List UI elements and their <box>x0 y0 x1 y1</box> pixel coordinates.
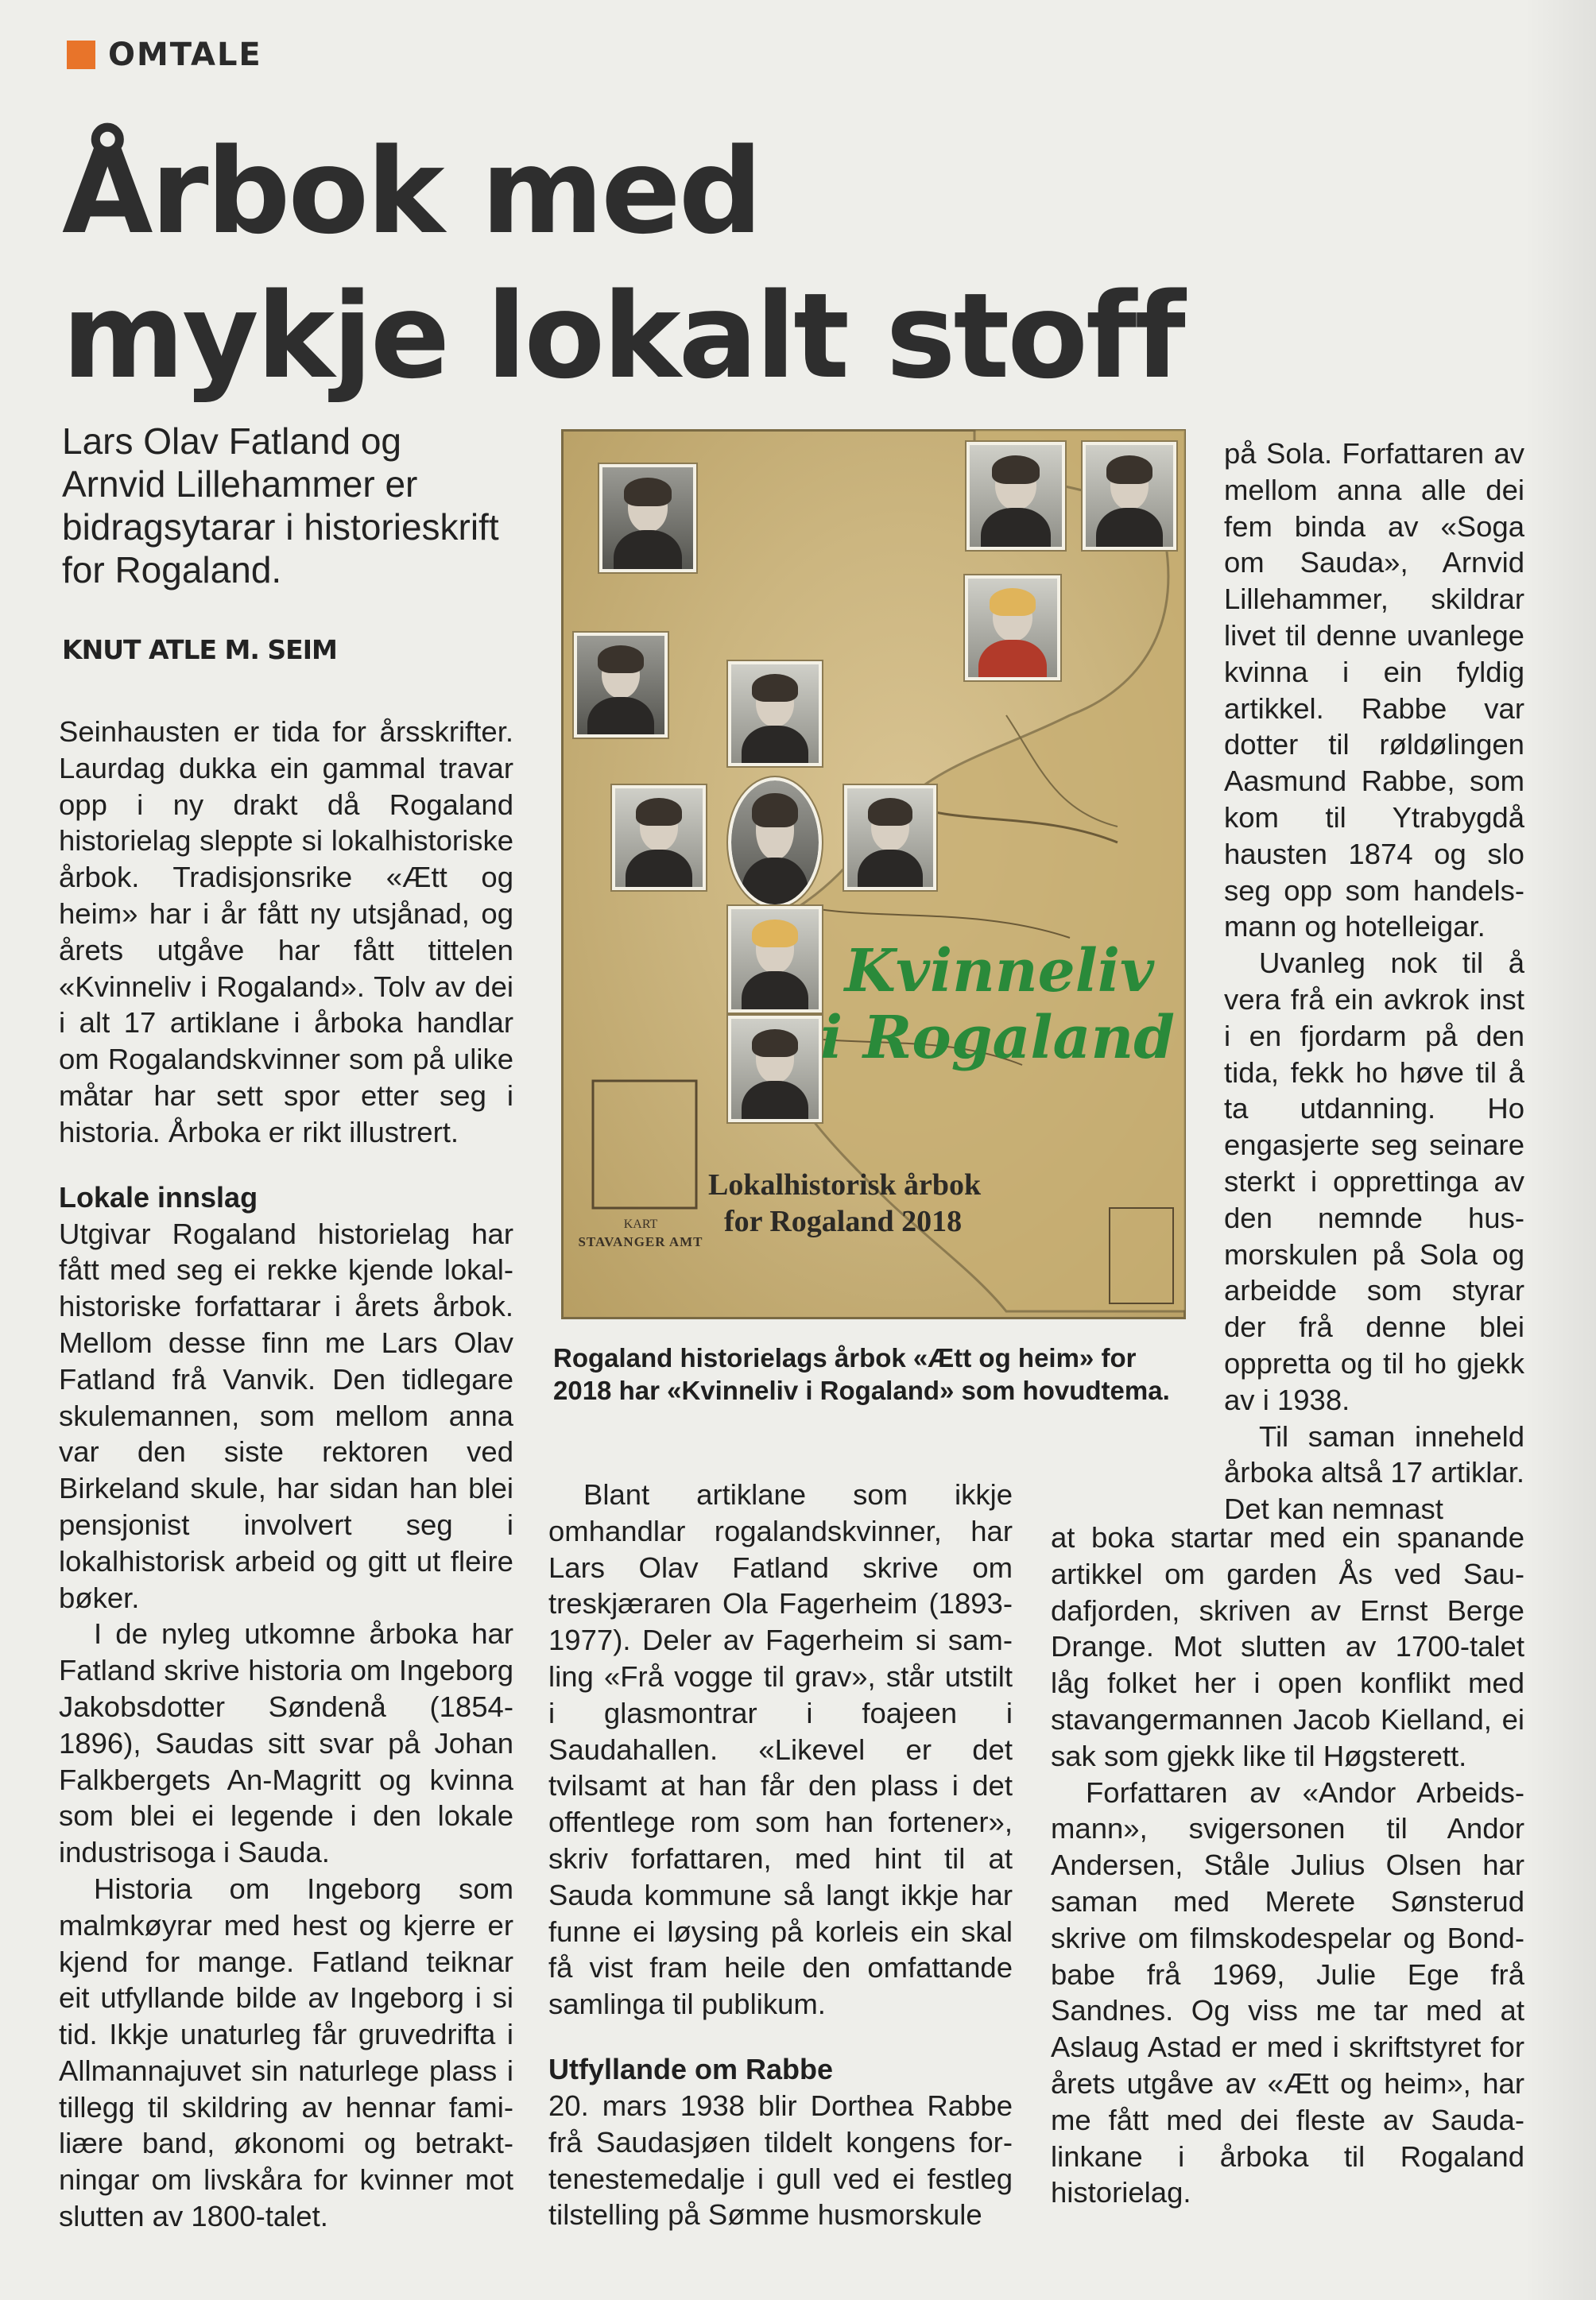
portrait-photo <box>728 777 822 908</box>
portrait-photo <box>612 785 706 890</box>
paragraph: Utgivar Rogaland historielag har fått med seg ei rekke kjende lokalhistoriske forfattarar i årets årbok. Mellom desse finn me Lars Olav Fatland frå Vanvik. Den tidlegare skulemannen, som mellom anna var den siste rektoren ved Birkeland skule, har sidan han blei pensjonist involvert seg i lokalhistorisk arbeid og gitt ut fleire bøker. <box>59 1217 513 1614</box>
map-legend <box>569 1216 712 1251</box>
paragraph: I de nyleg utkomne årboka har Fatland skrive historia om Ingeborg Jakobsdotter Søndenå (1854-1896), Saudas sitt svar på Johan Falkbergets An-Magritt og kvinna som blei ei legende i den lokale industrisoga i Sauda. <box>59 1617 513 1869</box>
subheading: Lokale innslag <box>59 1180 258 1214</box>
cover-title-line-2: i Rogaland <box>819 1004 1175 1072</box>
portrait-photo <box>599 464 696 572</box>
byline: KNUT ATLE M. SEIM <box>62 634 337 665</box>
portrait-photo <box>728 1016 822 1122</box>
section-square-icon <box>67 41 95 69</box>
section-label <box>67 35 262 75</box>
map-label-2: STAVANGER AMT <box>578 1234 703 1249</box>
cover-subtitle-line-1: Lokalhistorisk årbok <box>708 1168 982 1202</box>
article-deck: Lars Olav Fatland og Arnvid Lillehammer er bidragsytarar i historieskrift for Rogaland. <box>62 420 499 590</box>
column-3-top <box>1224 436 1524 1528</box>
headline <box>62 119 1254 409</box>
paragraph: på Sola. Forfattaren av mellom anna alle dei fem binda av «Soga om Sauda», Arnvid Lillehammer, skildrar livet til denne uvanlege kvinna i ein fyldig artikkel. Rabbe var dotter til røldølingen Aasmund Rabbe, som kom til Ytrabygdå hausten 1874 og slo seg opp som handelsmann og hotelleigar. <box>1224 437 1524 943</box>
portrait-photo <box>967 442 1065 550</box>
book-cover-image <box>561 429 1186 1319</box>
portrait-photo <box>1083 442 1176 550</box>
column-1 <box>59 714 513 2235</box>
portrait-photo <box>844 785 936 890</box>
section-name: OMTALE <box>108 37 262 73</box>
subheading: Utfyllande om Rabbe <box>548 2052 834 2085</box>
map-label-1: KART <box>623 1218 658 1231</box>
paragraph: Blant artiklane som ikkje omhandlar rogalandskvinner, har Lars Olav Fatland skrive om treskjæraren Ola Fagerheim (1893-1977). Deler av Fagerheim si samling «Frå vogge til grav», står utstilt i glasmontrar i foajeen i Saudahallen. «Likevel er det tvilsamt at han får den plass i det offentlege rom som han fortener», skriv forfattaren, med hint til at Sauda kommune så langt ikkje har funne ei løysing på korleis ein skal få vist fram heile den omfattande samlinga til publikum. <box>548 1478 1013 2021</box>
column-2 <box>548 1477 1013 2233</box>
paragraph: 20. mars 1938 blir Dorthea Rabbe frå Saudasjøen tildelt kongens fortenestemedalje i gull ved ei festleg tilstelling på Sømme husmorskule <box>548 2089 1013 2232</box>
paragraph: at boka startar med ein spanande artikkel om garden Ås ved Saudafjorden, skriven av Ernst Berge Drange. Mot slutten av 1700-talet låg folket her i open konflikt med stavangermannen Jacob Kielland, ei sak som gjekk like til Høgsterett. <box>1051 1521 1524 1772</box>
portrait-photo <box>574 633 668 738</box>
paragraph: Forfattaren av «Andor Arbeidsmann», svigersonen til Andor Andersen, Ståle Julius Olsen har saman med Merete Sønsterud skrive om filmskodespelar og Bond-babe frå 1969, Julie Ege frå Sandnes. Og viss me tar med at Aslaug Astad er med i skriftstyret for årets utgåve av «Ætt og heim», har me fått med dei fleste av Sauda-linkane i årboka til Rogaland historielag. <box>1051 1775 1524 2209</box>
cover-subtitle <box>708 1167 1153 1240</box>
portrait-photo <box>728 661 822 766</box>
portrait-photo <box>728 906 822 1013</box>
portrait-photo <box>965 575 1060 680</box>
paragraph: Seinhausten er tida for årsskrifter. Laurdag dukka ein gammal travar opp i ny drakt då Rogaland historielag sleppte si lokalhistoriske årbok. Tradisjonsrike «Ætt og heim» har i år fått ny utsjånad, og årets utgåve har fått tittelen «Kvinneliv i Rogaland». Tolv av dei i alt 17 artiklane i årboka handlar om Rogalandskvinner som på ulike måtar har sett spor etter seg i historia. Årboka er rikt illustrert. <box>59 715 513 1148</box>
column-3-bottom <box>1051 1520 1524 2211</box>
paragraph: Til saman inneheld årboka altså 17 artiklar. Det kan nemnast <box>1224 1419 1524 1526</box>
cover-title-line-1: Kvinneliv <box>844 937 1154 1005</box>
headline-line-1: Årbok med <box>62 123 761 260</box>
page-edge-shadow <box>1524 0 1596 2300</box>
image-caption: Rogaland historielags årbok «Ætt og heim» for 2018 har «Kvinneliv i Rogaland» som hovudtema. <box>553 1343 1170 1405</box>
paragraph: Uvanleg nok til å vera frå ein avkrok inst i en fjordarm på den tida, fekk ho høve til å ta utdanning. Ho engasjerte seg seinare sterkt i opprettinga av den nemnde husmorskulen på Sola og arbeidde som styrar der frå denne blei oppretta og til ho gjekk av i 1938. <box>1224 947 1524 1416</box>
cover-subtitle-line-2: for Rogaland 2018 <box>724 1205 963 1238</box>
headline-line-2: mykje lokalt stoff <box>62 268 1183 405</box>
paragraph: Historia om Ingeborg som malmkøyrar med hest og kjerre er kjend for mange. Fatland teiknar eit utfyllande bilde av Ingeborg i si tid. Ikkje unaturleg får gruvedrifta i Allmannajuvet sin naturlege plass i tillegg til skildring av hennar familiære band, økonomi og betraktningar om livskåra for kvinner mot slutten av 1800-talet. <box>59 1872 513 2233</box>
